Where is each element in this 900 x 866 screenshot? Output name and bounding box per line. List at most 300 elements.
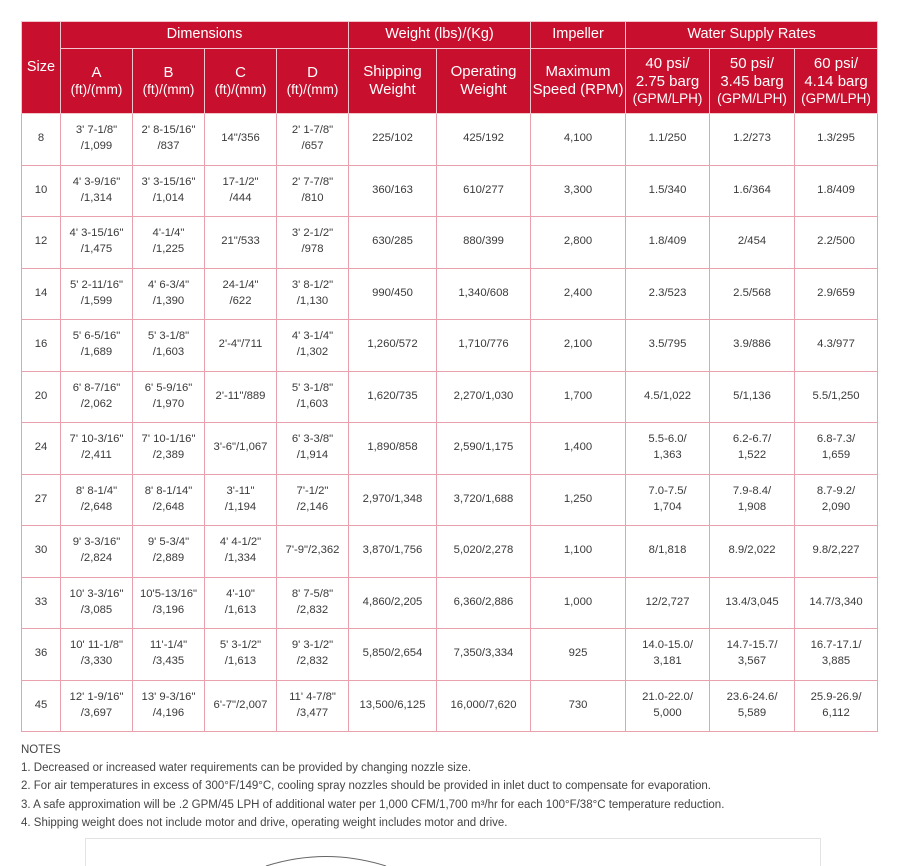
cell-dim-c: [205, 114, 277, 166]
header-60psi-unit: (GPM/LPH): [801, 90, 871, 106]
cell-max-speed: 730: [531, 680, 626, 732]
cell-size: 24: [22, 423, 61, 475]
cell-water-50psi: [710, 114, 795, 166]
cell-dim-b-line: 2' 8-15/16": [141, 124, 196, 137]
cell-operating-weight: 2,590/1,175: [437, 423, 531, 475]
cell-dim-c: [205, 165, 277, 217]
cell-water-60psi-line: 14.7/3,340: [809, 595, 863, 608]
header-60psi-line2: 4.14 barg: [804, 72, 868, 90]
cell-dim-c: [205, 577, 277, 629]
table-row: [22, 577, 878, 629]
cell-dim-c-line: /444: [229, 191, 252, 204]
cell-dim-a-line: 10' 11-1/8": [69, 639, 124, 652]
notes-section: [21, 741, 881, 832]
header-60psi-line1: 60 psi/: [813, 54, 859, 72]
header-dim-d-unit: (ft)/(mm): [286, 81, 339, 97]
cell-dim-a: [61, 474, 133, 526]
cell-dim-d-line: 3' 2-1/2": [291, 227, 334, 240]
spec-table-body: [22, 114, 878, 732]
cell-dim-b-line: 8' 8-1/14": [144, 484, 193, 497]
cell-dim-d-line: /810: [301, 191, 324, 204]
cell-dim-c-line: 24-1/4": [222, 278, 259, 291]
cell-water-40psi: [626, 268, 710, 320]
cell-dim-c: [205, 268, 277, 320]
cell-max-speed: 925: [531, 629, 626, 681]
cell-water-50psi: [710, 680, 795, 732]
cell-dim-d-line: /1,130: [296, 294, 329, 307]
header-dim-b-label: B: [163, 63, 174, 81]
cell-dim-d: [277, 423, 349, 475]
cell-dim-b-line: 10'5-13/16": [139, 587, 198, 600]
cell-dim-c-line: 2'-11"/889: [215, 389, 266, 402]
cell-water-60psi: [795, 577, 878, 629]
header-size: Size: [22, 22, 61, 114]
cell-water-50psi-line: 3,567: [737, 655, 767, 668]
cell-dim-b-line: 13' 9-3/16": [141, 690, 196, 703]
cell-water-50psi: [710, 423, 795, 475]
cell-water-40psi: [626, 526, 710, 578]
cell-water-60psi-line: 25.9-26.9/: [810, 690, 862, 703]
cell-dim-c: [205, 371, 277, 423]
cell-dim-a-line: 6' 8-7/16": [72, 381, 121, 394]
cell-water-60psi-line: 1,659: [821, 449, 851, 462]
cell-size: 45: [22, 680, 61, 732]
cell-size: 36: [22, 629, 61, 681]
cell-dim-b-line: 4'-1/4": [152, 227, 185, 240]
header-50psi-unit: (GPM/LPH): [717, 90, 787, 106]
cell-water-40psi-line: 2.3/523: [648, 286, 687, 299]
cell-water-40psi-line: 1.8/409: [648, 235, 687, 248]
table-row: [22, 114, 878, 166]
cell-water-60psi: [795, 217, 878, 269]
cell-water-50psi-line: 8.9/2,022: [728, 544, 776, 557]
cell-dim-d-line: 11' 4-7/8": [289, 690, 336, 703]
cell-max-speed: 4,100: [531, 114, 626, 166]
cell-dim-d: [277, 268, 349, 320]
cell-dim-c: [205, 526, 277, 578]
cell-dim-d-line: /657: [301, 140, 324, 153]
cell-max-speed: 1,250: [531, 474, 626, 526]
cell-water-50psi-line: 3.9/886: [733, 338, 771, 351]
note-item: 1. Decreased or increased water requirements can be provided by changing nozzle size.: [21, 762, 472, 775]
cell-water-40psi-line: 5.5-6.0/: [648, 433, 687, 446]
header-40psi: [626, 49, 710, 114]
cell-dim-c-line: /622: [229, 294, 252, 307]
cell-dim-a-line: /1,475: [80, 243, 113, 256]
cell-dim-a: [61, 680, 133, 732]
cell-dim-a-line: /3,330: [80, 655, 113, 668]
cell-water-40psi: [626, 680, 710, 732]
cell-dim-a-line: /2,411: [81, 449, 112, 462]
notes-title: NOTES: [21, 744, 61, 756]
cell-dim-d-line: /3,477: [296, 706, 329, 719]
cell-dim-b-line: /1,014: [152, 191, 185, 204]
cell-water-60psi-line: 1.8/409: [817, 183, 855, 196]
cell-dim-a: [61, 423, 133, 475]
cell-water-40psi: [626, 114, 710, 166]
cell-operating-weight: 6,360/2,886: [437, 577, 531, 629]
note-item: 4. Shipping weight does not include motor and drive, operating weight includes motor and drive.: [21, 816, 508, 829]
cell-dim-d-line: 2' 1-7/8": [291, 124, 334, 137]
cell-dim-a-line: 7' 10-3/16": [69, 433, 124, 446]
cell-shipping-weight: 13,500/6,125: [349, 680, 437, 732]
cell-dim-b-line: /1,390: [152, 294, 185, 307]
cell-max-speed: 1,100: [531, 526, 626, 578]
cell-dim-c-line: 5' 3-1/2": [219, 639, 262, 652]
cell-water-50psi: [710, 165, 795, 217]
cell-water-40psi-line: 8/1,818: [648, 544, 687, 557]
cell-water-60psi-line: 6,112: [822, 706, 850, 719]
cell-water-50psi-line: 13.4/3,045: [725, 595, 779, 608]
cell-dim-d: [277, 474, 349, 526]
cell-shipping-weight: 630/285: [349, 217, 437, 269]
cell-water-40psi-line: 12/2,727: [645, 595, 690, 608]
cell-water-50psi: [710, 217, 795, 269]
cell-dim-c-line: /1,194: [224, 500, 257, 513]
cell-water-40psi: [626, 577, 710, 629]
cell-water-60psi: [795, 629, 878, 681]
header-weight: Weight (lbs)/(Kg): [349, 22, 531, 49]
cell-water-60psi: [795, 423, 878, 475]
header-dim-a-label: A: [91, 63, 102, 81]
cell-dim-b: [133, 474, 205, 526]
cell-operating-weight: 880/399: [437, 217, 531, 269]
cell-dim-b-line: 7' 10-1/16": [141, 433, 196, 446]
cell-water-40psi: [626, 371, 710, 423]
cell-shipping-weight: 1,890/858: [349, 423, 437, 475]
table-row: [22, 165, 878, 217]
diagram-frame: [85, 838, 821, 866]
cell-dim-d: [277, 526, 349, 578]
cell-dim-a-line: /2,648: [80, 500, 113, 513]
cell-dim-a-line: 3' 7-1/8": [75, 124, 118, 137]
cell-dim-a-line: 9' 3-3/16": [72, 536, 121, 549]
cell-water-50psi: [710, 526, 795, 578]
cell-dim-a-line: 8' 8-1/4": [75, 484, 118, 497]
cell-dim-d-line: 8' 7-5/8": [291, 587, 334, 600]
cell-water-50psi-line: 14.7-15.7/: [726, 639, 778, 652]
cell-water-60psi: [795, 165, 878, 217]
cell-water-40psi-line: 7.0-7.5/: [648, 484, 687, 497]
cell-dim-c-line: 14"/356: [221, 132, 260, 145]
cell-dim-a-line: /2,824: [80, 552, 113, 565]
cell-size: 27: [22, 474, 61, 526]
header-max-speed-line1: Maximum: [545, 63, 611, 80]
cell-dim-a: [61, 217, 133, 269]
cell-shipping-weight: 3,870/1,756: [349, 526, 437, 578]
cell-shipping-weight: 1,620/735: [349, 371, 437, 423]
cell-dim-d-line: 5' 3-1/8": [291, 381, 334, 394]
cell-dim-d: [277, 114, 349, 166]
cell-dim-a: [61, 577, 133, 629]
cell-water-60psi-line: 8.7-9.2/: [816, 484, 856, 497]
cell-water-40psi: [626, 320, 710, 372]
cell-dim-b-line: /1,603: [152, 346, 185, 359]
cell-water-40psi: [626, 474, 710, 526]
cell-dim-d: [277, 165, 349, 217]
cell-size: 33: [22, 577, 61, 629]
cell-dim-b-line: /4,196: [152, 706, 185, 719]
cell-dim-c-line: 3'-6"/1,067: [213, 441, 268, 454]
cell-dim-a-line: /1,599: [80, 294, 113, 307]
cell-dim-c-line: 2'-4"/711: [218, 338, 263, 351]
cell-size: 30: [22, 526, 61, 578]
cell-water-40psi-line: 1,363: [653, 449, 682, 462]
cell-water-50psi-line: 1,522: [737, 449, 767, 462]
cell-water-50psi: [710, 629, 795, 681]
table-row: [22, 320, 878, 372]
cell-dim-c: [205, 680, 277, 732]
cell-water-60psi: [795, 320, 878, 372]
cell-water-50psi-line: 5,589: [737, 706, 767, 719]
cell-water-40psi-line: 3.5/795: [648, 338, 687, 351]
cell-water-50psi-line: 1,908: [737, 500, 767, 513]
cell-size: 14: [22, 268, 61, 320]
cell-dim-d-line: /1,603: [296, 397, 329, 410]
cell-dim-c: [205, 423, 277, 475]
cell-dim-a-line: 4' 3-9/16": [72, 175, 121, 188]
header-dim-b-unit: (ft)/(mm): [142, 81, 195, 97]
cell-dim-b: [133, 217, 205, 269]
cell-dim-b-line: 6' 5-9/16": [144, 381, 193, 394]
header-dim-b: [133, 49, 205, 114]
cell-dim-d: [277, 577, 349, 629]
cell-shipping-weight: 1,260/572: [349, 320, 437, 372]
cell-dim-b: [133, 577, 205, 629]
cell-dim-d-line: 7'-1/2": [296, 484, 329, 497]
cell-water-50psi-line: 1.6/364: [733, 183, 771, 196]
cell-max-speed: 1,000: [531, 577, 626, 629]
table-row: [22, 526, 878, 578]
cell-dim-d: [277, 629, 349, 681]
cell-max-speed: 1,400: [531, 423, 626, 475]
cell-operating-weight: 5,020/2,278: [437, 526, 531, 578]
header-dimensions: Dimensions: [61, 22, 349, 49]
cell-dim-b: [133, 680, 205, 732]
cell-water-60psi: [795, 371, 878, 423]
table-row: [22, 474, 878, 526]
cell-dim-b-line: /2,389: [152, 449, 185, 462]
cell-dim-b-line: /1,225: [152, 243, 185, 256]
cell-water-50psi: [710, 371, 795, 423]
cell-dim-d-line: 4' 3-1/4": [291, 330, 334, 343]
cell-water-60psi-line: 4.3/977: [817, 338, 855, 351]
cell-dim-b-line: 9' 5-3/4": [147, 536, 190, 549]
cell-size: 8: [22, 114, 61, 166]
cell-dim-a: [61, 165, 133, 217]
header-max-speed-line2: Speed (RPM): [532, 81, 624, 98]
header-50psi-line1: 50 psi/: [729, 54, 775, 72]
cell-water-50psi: [710, 320, 795, 372]
cell-dim-c: [205, 320, 277, 372]
cell-dim-b-line: 5' 3-1/8": [147, 330, 190, 343]
header-dim-d-label: D: [307, 63, 318, 81]
cell-water-40psi-line: 1.5/340: [648, 183, 687, 196]
table-row: [22, 217, 878, 269]
cell-water-60psi: [795, 526, 878, 578]
cell-shipping-weight: 990/450: [349, 268, 437, 320]
header-dim-c-label: C: [235, 63, 246, 81]
cell-water-40psi-line: 4.5/1,022: [643, 389, 692, 402]
header-impeller: Impeller: [531, 22, 626, 49]
header-60psi: [795, 49, 878, 114]
cell-dim-d: [277, 320, 349, 372]
cell-dim-b: [133, 423, 205, 475]
cell-dim-c-line: 17-1/2": [222, 175, 259, 188]
header-50psi: [710, 49, 795, 114]
cell-water-40psi-line: 14.0-15.0/: [642, 639, 693, 652]
cell-water-50psi-line: 2.5/568: [733, 286, 771, 299]
cell-water-50psi-line: 1.2/273: [733, 132, 771, 145]
cell-dim-a: [61, 526, 133, 578]
cell-water-60psi-line: 2.9/659: [817, 286, 855, 299]
cell-shipping-weight: 225/102: [349, 114, 437, 166]
header-dim-a: [61, 49, 133, 114]
cell-dim-d-line: 7'-9"/2,362: [285, 544, 340, 557]
note-item: 3. A safe approximation will be .2 GPM/45 LPH of additional water per 1,000 CFM/1,700 m³/hr for each 100°F/38°C temperature reduction.: [21, 798, 725, 811]
header-operating-line2: Weight: [460, 81, 507, 98]
cell-water-50psi-line: 2/454: [737, 235, 767, 248]
cell-max-speed: 2,400: [531, 268, 626, 320]
cell-dim-a-line: 5' 2-11/16": [69, 278, 124, 291]
cell-dim-a-line: 4' 3-15/16": [69, 227, 124, 240]
cell-water-60psi: [795, 474, 878, 526]
cell-max-speed: 2,800: [531, 217, 626, 269]
cell-size: 12: [22, 217, 61, 269]
note-item: 2. For air temperatures in excess of 300°F/149°C, cooling spray nozzles should be provided in inlet duct to compensate for evaporation.: [21, 780, 711, 793]
cell-dim-c: [205, 474, 277, 526]
cell-dim-d-line: /978: [301, 243, 324, 256]
cell-dim-d-line: /2,832: [296, 603, 329, 616]
cell-water-40psi: [626, 629, 710, 681]
cell-dim-c-line: /1,334: [224, 552, 257, 565]
cell-dim-a-line: 12' 1-9/16": [69, 690, 124, 703]
cell-dim-d: [277, 217, 349, 269]
cell-dim-d-line: 9' 3-1/2": [291, 639, 334, 652]
table-row: [22, 371, 878, 423]
cell-dim-a: [61, 629, 133, 681]
cell-dim-c: [205, 217, 277, 269]
cell-dim-d-line: 3' 8-1/2": [291, 278, 334, 291]
cell-dim-a: [61, 371, 133, 423]
cell-dim-d-line: 6' 3-3/8": [291, 433, 334, 446]
cell-water-50psi-line: 6.2-6.7/: [732, 433, 772, 446]
cell-dim-d-line: /2,146: [296, 500, 329, 513]
header-operating-line1: Operating: [450, 63, 517, 80]
cell-water-60psi-line: 9.8/2,227: [812, 544, 860, 557]
cell-size: 20: [22, 371, 61, 423]
cell-dim-d-line: /1,914: [296, 449, 329, 462]
cell-water-50psi: [710, 577, 795, 629]
cell-water-40psi-line: 5,000: [653, 706, 682, 719]
cell-dim-c-line: 3'-11": [226, 484, 255, 497]
cell-dim-a-line: /1,099: [80, 140, 113, 153]
cell-dim-a-line: /3,085: [80, 603, 113, 616]
cell-max-speed: 3,300: [531, 165, 626, 217]
table-row: [22, 629, 878, 681]
cell-water-40psi: [626, 165, 710, 217]
cell-dim-b: [133, 114, 205, 166]
cell-dim-c-line: 6'-7"/2,007: [213, 698, 268, 711]
cell-water-50psi: [710, 474, 795, 526]
cell-water-60psi-line: 2.2/500: [817, 235, 855, 248]
diagram-arc-fragment: [86, 839, 820, 866]
cell-size: 10: [22, 165, 61, 217]
header-shipping-line2: Weight: [369, 81, 416, 98]
cell-water-50psi-line: 23.6-24.6/: [726, 690, 778, 703]
cell-dim-c-line: 4' 4-1/2": [219, 536, 262, 549]
cell-shipping-weight: 360/163: [349, 165, 437, 217]
cell-dim-b-line: /3,435: [152, 655, 185, 668]
header-dim-a-unit: (ft)/(mm): [70, 81, 123, 97]
cell-dim-c-line: /1,613: [224, 655, 257, 668]
table-row: [22, 268, 878, 320]
cell-operating-weight: 2,270/1,030: [437, 371, 531, 423]
cell-dim-d-line: /1,302: [296, 346, 329, 359]
cell-water-50psi-line: 5/1,136: [733, 389, 771, 402]
cell-dim-d: [277, 371, 349, 423]
cell-dim-b-line: /3,196: [152, 603, 185, 616]
header-50psi-line2: 3.45 barg: [720, 72, 784, 90]
cell-water-40psi-line: 21.0-22.0/: [642, 690, 693, 703]
cell-operating-weight: 610/277: [437, 165, 531, 217]
header-40psi-line1: 40 psi/: [645, 54, 690, 72]
cell-operating-weight: 1,340/608: [437, 268, 531, 320]
cell-water-40psi: [626, 217, 710, 269]
cell-dim-a: [61, 320, 133, 372]
cell-shipping-weight: 2,970/1,348: [349, 474, 437, 526]
cell-dim-a-line: /1,314: [80, 191, 113, 204]
header-max-speed: [531, 49, 626, 114]
header-operating-weight: [437, 49, 531, 114]
header-dim-c: [205, 49, 277, 114]
cell-operating-weight: 16,000/7,620: [437, 680, 531, 732]
header-shipping-weight: [349, 49, 437, 114]
cell-operating-weight: 3,720/1,688: [437, 474, 531, 526]
pump-spec-table: [21, 21, 878, 732]
cell-dim-b-line: /837: [157, 140, 180, 153]
cell-dim-b-line: 4' 6-3/4": [147, 278, 190, 291]
cell-shipping-weight: 5,850/2,654: [349, 629, 437, 681]
cell-max-speed: 2,100: [531, 320, 626, 372]
cell-dim-b-line: /2,889: [152, 552, 185, 565]
cell-water-40psi-line: 1,704: [653, 500, 682, 513]
cell-water-60psi: [795, 268, 878, 320]
cell-water-40psi: [626, 423, 710, 475]
cell-dim-c-line: /1,613: [224, 603, 257, 616]
cell-dim-a-line: 10' 3-3/16": [69, 587, 124, 600]
cell-dim-b: [133, 629, 205, 681]
cell-dim-a-line: /2,062: [80, 397, 113, 410]
cell-water-50psi: [710, 268, 795, 320]
cell-dim-b: [133, 371, 205, 423]
cell-dim-a: [61, 268, 133, 320]
cell-water-60psi-line: 2,090: [821, 500, 851, 513]
cell-size: 16: [22, 320, 61, 372]
header-40psi-line2: 2.75 barg: [635, 72, 700, 90]
cell-water-60psi-line: 6.8-7.3/: [816, 433, 856, 446]
cell-dim-b: [133, 268, 205, 320]
header-dim-d: [277, 49, 349, 114]
cell-dim-a-line: 5' 6-5/16": [72, 330, 121, 343]
header-dim-c-unit: (ft)/(mm): [214, 81, 267, 97]
header-40psi-unit: (GPM/LPH): [632, 90, 703, 106]
table-row: [22, 680, 878, 732]
cell-water-60psi-line: 5.5/1,250: [812, 389, 860, 402]
cell-operating-weight: 425/192: [437, 114, 531, 166]
cell-max-speed: 1,700: [531, 371, 626, 423]
cell-water-40psi-line: 1.1/250: [648, 132, 687, 145]
